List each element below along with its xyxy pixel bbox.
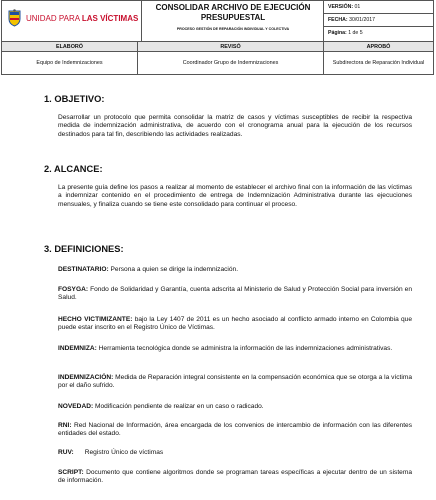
fecha-row [324,14,434,27]
definition-item [58,449,412,457]
definition-item [58,345,412,353]
approvals-header-row [2,42,433,52]
definition-term: RUV: [58,449,74,456]
meta-cell [324,1,434,41]
definition-text: Medida de Reparación integral consistente en la compensación económica que se otorga a la víctima por el daño sufrido. [58,374,412,390]
definition-text: Modificación pendiente de realizar en un caso o radicado. [93,403,264,410]
fecha-label: FECHA: [328,17,348,23]
logo-line1: UNIDAD PARA [26,13,82,23]
definition-term: NOVEDAD: [58,403,94,410]
value-aprobo: Subdirectora de Reparación Individual [332,60,425,66]
definition-term: INDEMNIZACIÓN: [58,374,114,381]
definition-item [58,374,412,391]
pagina-row [324,27,434,40]
version-value: 01 [354,4,361,10]
pagina-label: Página: [328,30,347,36]
colombia-coat-of-arms-icon [7,9,22,27]
value-elaboro: Equipo de Indemnizaciones [2,52,138,74]
header-reviso: REVISÓ [138,42,324,51]
document-title: CONSOLIDAR ARCHIVO DE EJECUCIÓN PRESUPUESTAL [155,3,311,22]
value-reviso: Coordinador Grupo de Indemnizaciones [138,52,324,74]
approvals-table [1,42,434,75]
definition-text: Documento que contiene algoritmos donde se programan tareas específicas a ejecutar dentro de un sistema de información. [58,469,412,485]
definition-item [58,266,412,274]
header-elaboro: ELABORÓ [2,42,138,51]
definition-term: FOSYGA: [58,286,89,293]
fecha-value: 30/01/2017 [349,17,376,23]
header-aprobo: APROBÓ [366,43,391,50]
unidad-victimas-logo [7,7,139,29]
section-objetivo-heading: 1. OBJETIVO: [44,94,105,104]
section-objetivo-text: Desarrollar un protocolo que permita consolidar la matriz de casos y víctimas susceptibles de recibir la respectiva medida de indemnización administrativa, de acuerdo con el cronograma anual para la ejecución de los recursos destinados para tal fin, describiendo las actividades realizadas. [58,114,412,138]
logo-line2: LAS VÍCTIMAS [81,13,139,23]
definition-text: Persona a quien se dirige la indemnización. [108,266,239,273]
definition-term: SCRIPT: [58,469,84,476]
definition-item [58,469,412,486]
definition-term: RNI: [58,422,72,429]
definition-item [58,403,412,411]
logo-text [26,14,138,23]
definition-term: HECHO VICTIMIZANTE: [58,316,133,323]
pagina-value: 1 de 5 [348,30,363,36]
definition-term: DESTINATARIO: [58,266,109,273]
section-alcance-heading: 2. ALCANCE: [44,164,103,174]
title-cell [142,1,324,41]
definition-item [58,422,412,439]
version-label: VERSIÓN: [328,4,354,10]
definition-text: Fondo de Solidaridad y Garantía, cuenta adscrita al Ministerio de Salud y Protección Social para inversión en Salud. [58,286,412,302]
document-header [1,0,434,42]
definition-text: bajo la Ley 1407 de 2011 es un hecho asociado al conflicto armado interno en Colombia que puede estar inscrito en el Registro Único de Víctimas. [58,316,412,332]
definition-text: Registro Único de víctimas [73,449,164,456]
approvals-value-row [2,52,433,74]
definition-text: Herramienta tecnológica donde se administra la información de las indemnizaciones administrativas. [96,345,393,352]
definition-text: Red Nacional de Información, área encargada de los convenios de intercambio de información con las diferentes entidades del estado. [58,422,412,438]
definition-item [58,316,412,333]
logo-cell [2,1,142,41]
section-definiciones-heading: 3. DEFINICIONES: [44,244,124,254]
section-alcance-text: La presente guía define los pasos a realizar al momento de establecer el archivo final con la información de las víctimas a indemnizar contenido en el procedimiento de entrega de Indemnización Administrativa durante las ejecuciones mensuales, y finaliza cuando se tiene este consolidado para continuar el proceso. [58,184,412,208]
definition-term: INDEMNIZA: [58,345,97,352]
process-subtitle: PROCESO GESTIÓN DE REPARACIÓN INDIVIDUAL Y COLECTIVA [176,27,290,31]
definition-item [58,286,412,303]
version-row [324,1,434,14]
